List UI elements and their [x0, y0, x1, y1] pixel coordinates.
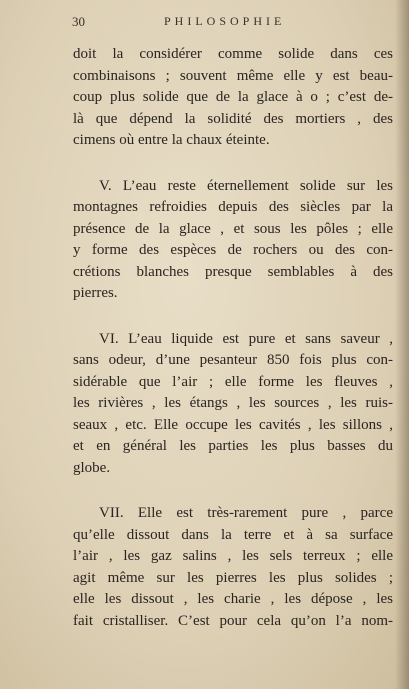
text-line: qu’elle dissout dans la terre et à sa surface [73, 526, 393, 543]
text-line: sans odeur, d’une pesanteur 850 fois plus con- [73, 352, 393, 368]
paragraph-vi [73, 329, 393, 480]
text-line: montagnes refroidies depuis des siècles par la [73, 199, 393, 215]
text-line: VII. Elle est très-rarement pure , parce [99, 505, 393, 521]
paragraph-v [73, 176, 393, 305]
text-line: les rivières , les étangs , les sources , les ruis- [73, 395, 393, 411]
text-line: crétions blanches presque semblables à des [73, 263, 393, 280]
text-line: cimens où entre la chaux éteinte. [73, 132, 270, 148]
text-line: y forme des espèces de rochers ou des con- [73, 242, 393, 258]
running-head: PHILOSOPHIE [164, 14, 286, 28]
page-header [72, 14, 390, 32]
text-line: doit la considérer comme solide dans ces [73, 46, 393, 62]
page-edge-shadow [395, 0, 409, 689]
text-line: et en général les parties les plus basses du [73, 438, 393, 454]
paragraph-vii [73, 503, 393, 632]
text-line: globe. [73, 459, 111, 476]
body-text [73, 44, 393, 656]
text-line: sidérable que l’air ; elle forme les fleuves , [73, 373, 393, 390]
text-line: coup plus solide que de la glace à o ; c’est de- [73, 89, 393, 105]
text-line: pierres. [73, 285, 118, 301]
text-line: V. L’eau reste éternellement solide sur les [99, 177, 393, 194]
text-line: là que dépend la solidité des mortiers , des [73, 110, 393, 127]
text-line: l’air , les gaz salins , les sels terreux ; elle [73, 548, 393, 564]
text-line: présence de la glace , et sous les pôles ; elle [73, 220, 393, 237]
text-line: seaux , etc. Elle occupe les cavités , les sillons , [73, 416, 393, 433]
text-line: combinaisons ; souvent même elle y est beau- [73, 67, 393, 84]
paragraph-continuation [73, 44, 393, 152]
text-line: fait cristalliser. C’est pour cela qu’on l’a nom- [73, 612, 393, 629]
text-line: VI. L’eau liquide est pure et sans saveur , [99, 330, 393, 347]
page-number: 30 [72, 14, 85, 29]
text-line: agit même sur les pierres les plus solides ; [73, 569, 393, 586]
text-line: elle les dissout , les charie , les dépose , les [73, 591, 393, 607]
